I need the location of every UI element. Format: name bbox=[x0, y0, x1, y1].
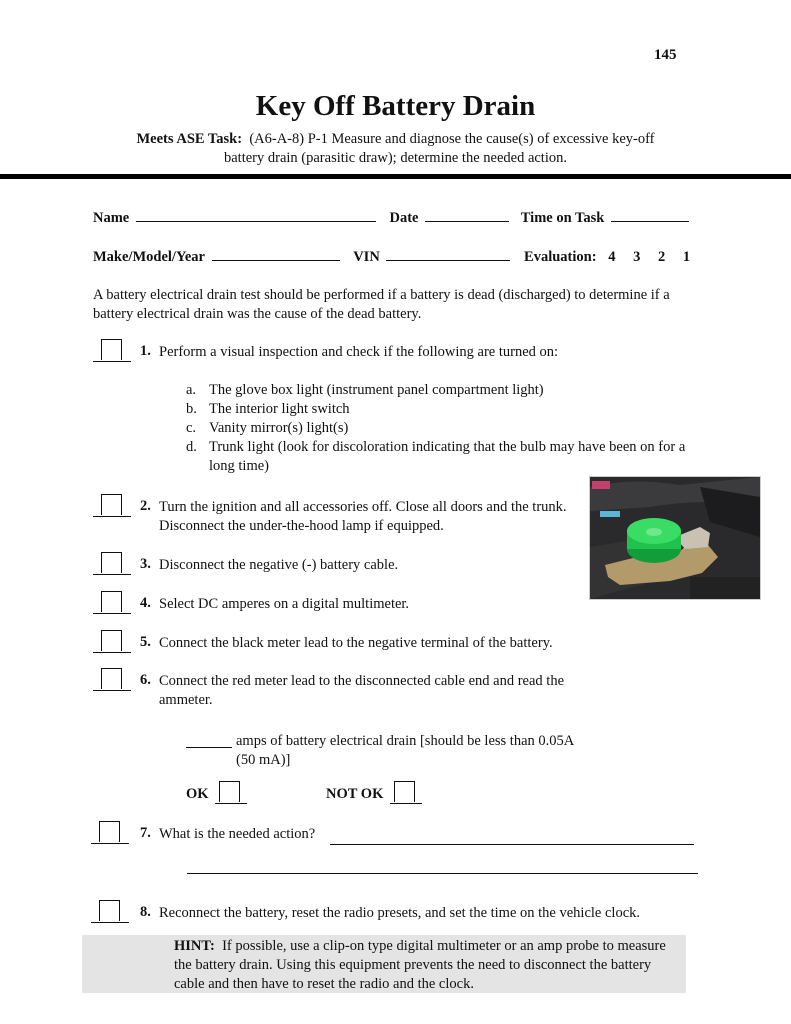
step-number: 7. bbox=[140, 825, 151, 841]
step-number: 8. bbox=[140, 904, 151, 920]
divider-rule bbox=[0, 174, 791, 179]
make-model-year-label: Make/Model/Year bbox=[93, 249, 205, 265]
step-text: Select DC amperes on a digital multimeter. bbox=[159, 596, 410, 612]
needed-action-field-line-1[interactable] bbox=[330, 843, 694, 845]
battery-terminal-photo bbox=[589, 476, 761, 600]
list-item: d. Trunk light (look for discoloration indicating that the bulb may have been on for a long time) bbox=[186, 439, 686, 474]
date-label: Date bbox=[389, 210, 419, 226]
list-item: a. The glove box light (instrument panel compartment light) bbox=[186, 382, 544, 398]
step-text: Disconnect the negative (-) battery cable. bbox=[159, 557, 399, 573]
step-3-checkbox[interactable] bbox=[93, 552, 131, 575]
step-1-checkbox[interactable] bbox=[93, 339, 131, 362]
vin-field[interactable] bbox=[386, 246, 510, 261]
needed-action-field-line-2[interactable] bbox=[187, 872, 698, 874]
ase-line1: (A6-A-8) P-1 Measure and diagnose the cause(s) of excessive key-off bbox=[249, 131, 655, 147]
ase-label: Meets ASE Task: bbox=[136, 131, 243, 147]
evaluation-score-3[interactable]: 3 bbox=[633, 249, 641, 265]
step-text: What is the needed action? bbox=[159, 826, 316, 842]
step-number: 6. bbox=[140, 672, 151, 688]
header-row-1 bbox=[93, 207, 689, 227]
hint-text: If possible, use a clip-on type digital multimeter or an amp probe to measure the battery drain. Using this equipment prevents the need to disconnect the battery cable and then have to reset the radio and the clock. bbox=[174, 938, 666, 992]
evaluation-score-4[interactable]: 4 bbox=[608, 249, 616, 265]
amps-reading-field[interactable] bbox=[186, 746, 232, 748]
vin-label: VIN bbox=[353, 249, 380, 265]
step-number: 4. bbox=[140, 595, 151, 611]
not-ok-option bbox=[326, 781, 422, 804]
step-number: 2. bbox=[140, 498, 151, 514]
inspection-list bbox=[186, 381, 706, 476]
ok-checkbox[interactable] bbox=[215, 781, 247, 804]
step-text: Connect the black meter lead to the negative terminal of the battery. bbox=[159, 635, 553, 651]
step-5-checkbox[interactable] bbox=[93, 630, 131, 653]
step-number: 3. bbox=[140, 556, 151, 572]
ase-line2: battery drain (parasitic draw); determine the needed action. bbox=[223, 150, 567, 166]
step-number: 5. bbox=[140, 634, 151, 650]
hint-box bbox=[82, 935, 686, 993]
evaluation-score-2[interactable]: 2 bbox=[657, 249, 666, 265]
step-text: Perform a visual inspection and check if the following are turned on: bbox=[159, 344, 559, 360]
step-6-checkbox[interactable] bbox=[93, 668, 131, 691]
ase-task bbox=[0, 130, 791, 168]
step-text: Turn the ignition and all accessories off. Close all doors and the trunk. Disconnect the under-the-hood lamp if equipped. bbox=[159, 499, 567, 534]
battery-terminal-image bbox=[590, 477, 760, 599]
step-number: 1. bbox=[140, 343, 151, 359]
step-8-checkbox[interactable] bbox=[91, 900, 129, 923]
page-title: Key Off Battery Drain bbox=[255, 90, 536, 122]
intro-paragraph: A battery electrical drain test should be performed if a battery is dead (discharged) to determine if a battery electrical drain was the cause of the dead battery. bbox=[93, 287, 670, 322]
not-ok-label: NOT OK bbox=[326, 786, 384, 802]
step-4-checkbox[interactable] bbox=[93, 591, 131, 614]
hint-label: HINT: bbox=[174, 938, 215, 954]
name-field[interactable] bbox=[136, 207, 376, 222]
evaluation-score-1[interactable]: 1 bbox=[682, 249, 691, 265]
reading-block bbox=[186, 732, 586, 770]
evaluation-label: Evaluation: bbox=[524, 249, 597, 265]
not-ok-checkbox[interactable] bbox=[390, 781, 422, 804]
step-2-checkbox[interactable] bbox=[93, 494, 131, 517]
time-on-task-field[interactable] bbox=[611, 207, 689, 222]
name-label: Name bbox=[93, 210, 130, 226]
step-text: Reconnect the battery, reset the radio presets, and set the time on the vehicle clock. bbox=[159, 905, 640, 921]
header-row-2 bbox=[93, 246, 690, 266]
ok-option bbox=[186, 781, 247, 804]
make-model-year-field[interactable] bbox=[212, 246, 340, 261]
step-text: Connect the red meter lead to the disconnected cable end and read the ammeter. bbox=[159, 673, 565, 708]
date-field[interactable] bbox=[425, 207, 509, 222]
ok-label: OK bbox=[186, 786, 209, 802]
list-item: c. Vanity mirror(s) light(s) bbox=[186, 420, 349, 436]
reading-text: amps of battery electrical drain [should be less than 0.05A (50 mA)] bbox=[236, 733, 574, 768]
page-number: 145 bbox=[654, 47, 677, 63]
step-7-checkbox[interactable] bbox=[91, 821, 129, 844]
list-item: b. The interior light switch bbox=[186, 401, 350, 417]
time-on-task-label: Time on Task bbox=[520, 210, 605, 226]
